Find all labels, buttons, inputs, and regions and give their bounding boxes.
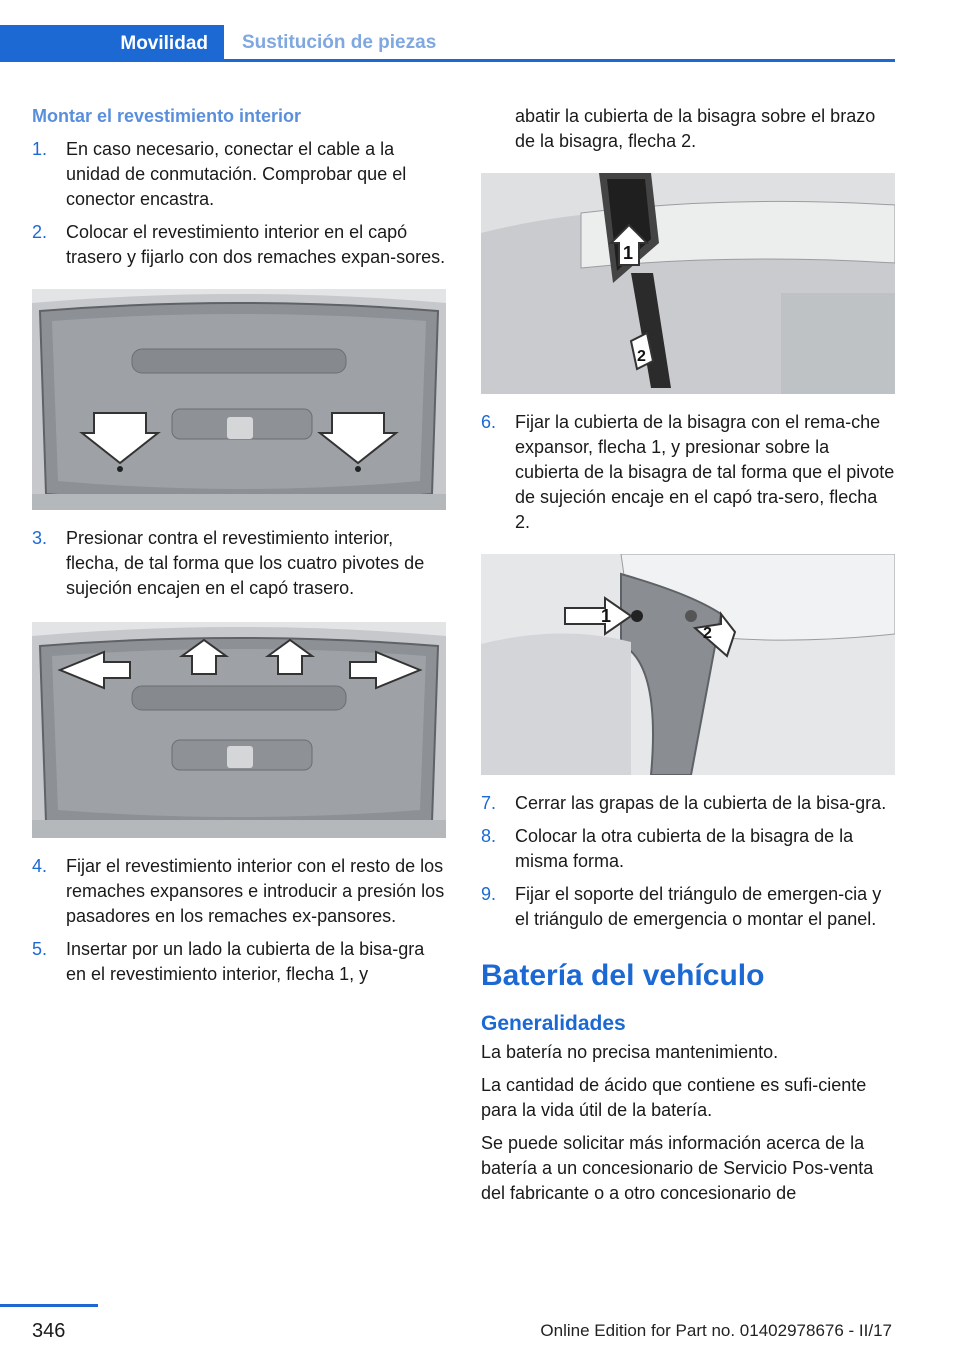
hinge-cover-illustration [481,173,895,394]
subheading-mount-trim: Montar el revestimiento interior [32,106,302,126]
step-text: Presionar contra el revestimiento interior, flecha, de tal forma que los cuatro pivotes de sujeción encajen en el capó trasero. [66,528,425,598]
step-text: En caso necesario, conectar el cable a la unidad de conmutación. Comprobar que el conector encastra. [66,139,407,209]
step-4 [32,854,446,929]
chapter-title: Movilidad [120,33,208,54]
step-1 [32,137,446,212]
edition-note: Online Edition for Part no. 01402978676 - II/17 [540,1321,892,1340]
figure-trunk-trim-up-arrows [32,622,446,838]
arrow-label: 1 [623,243,634,263]
step-number: 5. [32,939,48,959]
step-2 [32,220,446,270]
heading-vehicle-battery: Batería del vehículo [481,959,765,992]
footer-rule [0,1304,98,1307]
step-number: 2. [32,222,48,242]
step-number: 6. [481,412,497,432]
step-number: 3. [32,528,48,548]
step-text: Fijar el revestimiento interior con el resto de los remaches expansores e introducir a presión los pasadores en los remaches ex‑pansores. [66,856,445,926]
trunk-trim-illustration [32,289,446,510]
page-header [0,0,960,62]
step-8 [481,824,895,874]
step-6 [481,410,895,535]
page-number: 346 [32,1320,66,1342]
step-number: 9. [481,884,497,904]
chapter-tab [0,25,224,62]
arrow-label: 1 [601,606,612,626]
step-number: 7. [481,793,497,813]
step-text: Cerrar las grapas de la cubierta de la bisa‑gra. [515,793,887,813]
section-title: Sustitución de piezas [242,32,437,53]
step-text: Fijar el soporte del triángulo de emergen‑cia y el triángulo de emergencia o montar el panel. [515,884,882,929]
step-9 [481,882,895,932]
paragraph-1: La batería no precisa mantenimiento. [481,1042,779,1062]
step-3 [32,526,446,601]
header-rule [224,59,895,62]
trunk-trim-pivots-illustration [32,622,446,838]
step-5-continuation: abatir la cubierta de la bisagra sobre el brazo de la bisagra, flecha 2. [515,106,876,151]
step-text: Colocar el revestimiento interior en el capó trasero y fijarlo con dos remaches expan‑sores. [66,222,446,267]
step-text: Insertar por un lado la cubierta de la bisa‑gra en el revestimiento interior, flecha 1, y [66,939,425,984]
step-5 [32,937,446,987]
arrow-label: 2 [703,625,712,642]
paragraph-2: La cantidad de ácido que contiene es sufi‑ciente para la vida útil de la batería. [481,1075,867,1120]
step-number: 4. [32,856,48,876]
hinge-rivet-illustration [481,554,895,775]
figure-trunk-trim-down-arrows [32,289,446,510]
arrow-label: 2 [637,348,646,365]
step-text: Colocar la otra cubierta de la bisagra de la misma forma. [515,826,854,871]
figure-hinge-cover [481,173,895,394]
subheading-general: Generalidades [481,1012,626,1035]
step-7 [481,791,895,816]
step-number: 8. [481,826,497,846]
left-column [32,100,446,987]
paragraph-3: Se puede solicitar más información acerca de la batería a un concesionario de Servicio Pos‑venta del fabricante o a otro concesionario de [481,1133,874,1203]
step-text: Fijar la cubierta de la bisagra con el rema‑che expansor, flecha 1, y presionar sobre la cubierta de la bisagra de tal forma que el pivote de sujeción encaje en el capó tra‑sero, flecha 2. [515,412,895,532]
right-column [481,100,895,1206]
step-number: 1. [32,139,48,159]
figure-hinge-rivet [481,554,895,775]
